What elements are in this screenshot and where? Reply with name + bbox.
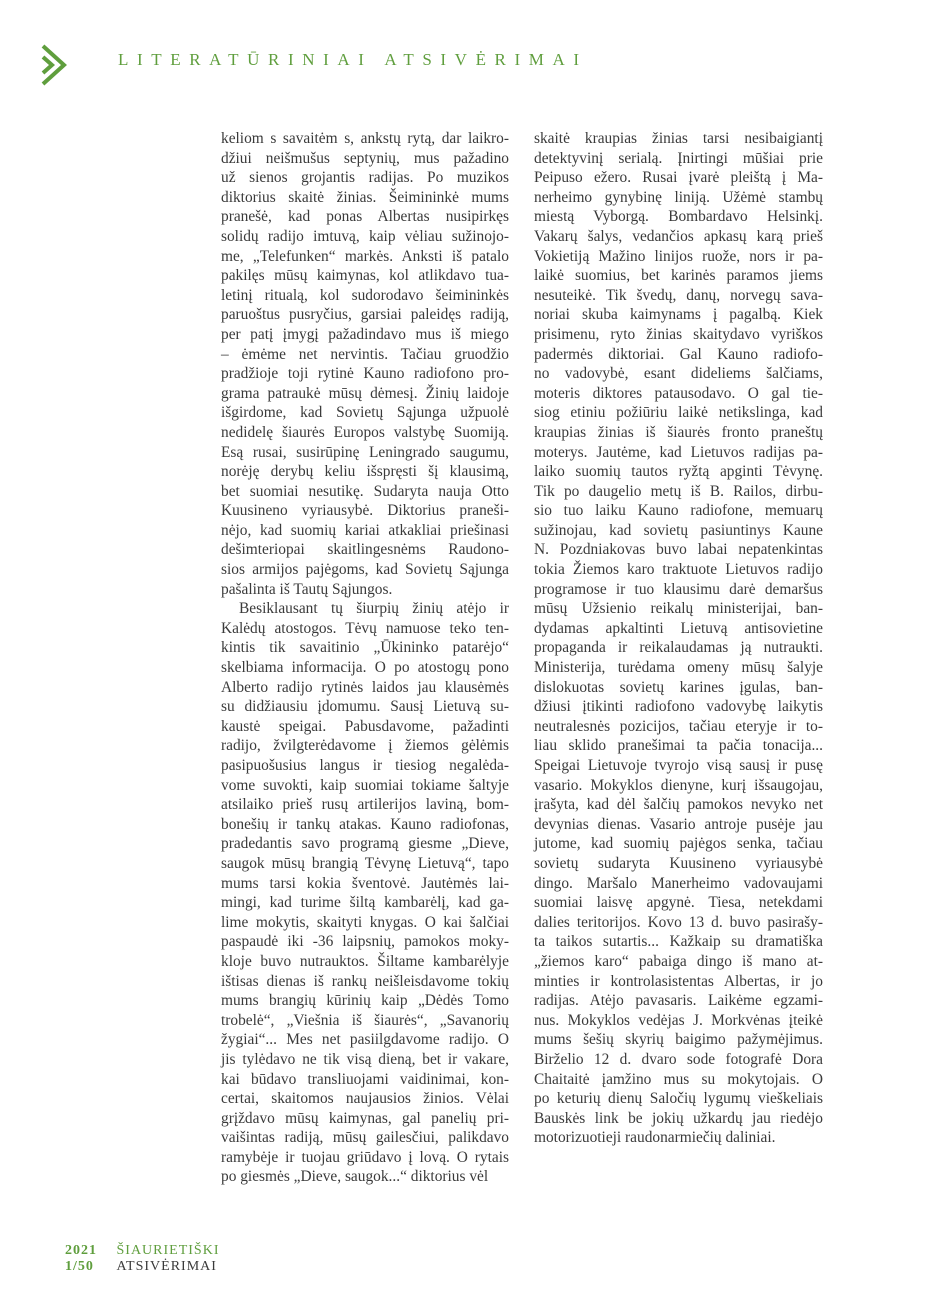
text-line: Vokietiją Mažino linijos ruože, nors ir pa-	[534, 247, 823, 265]
text-line: me, „Telefunken“ markės. Anksti iš patalo	[221, 247, 509, 265]
text-line: diktorius skaitė žinias. Šeimininkė mums	[221, 188, 509, 206]
text-line: dislokuotas sovietų karines įgulas, ban-	[534, 678, 823, 696]
text-line: įrašyta, kad dėl šalčių pamokos nevyko net	[534, 796, 823, 814]
text-line: trobelė“, „Viešnia iš šiaurės“, „Savanorių	[221, 1011, 509, 1029]
text-line: ta taikos sutartis... Kažkaip su dramatiška	[534, 933, 823, 951]
text-line: mums tarsi kokia šventovė. Jautėmės lai-	[221, 874, 509, 892]
text-line: dalies teritorijos. Kovo 13 d. buvo pasirašy-	[534, 913, 823, 931]
text-line: kloje buvo nutrauktos. Šiltame kambarėlyje	[221, 952, 509, 970]
text-line: dešimteriopai skaitlingesnėms Raudono-	[221, 541, 509, 559]
text-line: siog etiniu požiūriu laikė netikslinga, kad	[534, 404, 823, 422]
text-line: programose ir tuo klausimu darė demaršus	[534, 580, 823, 598]
text-line: Chaitaitė įamžino mus su mokytojais. O	[534, 1070, 823, 1088]
text-line: dydamas apkaltinti Lietuvą antisovietine	[534, 619, 823, 637]
text-line: Kalėdų atostogos. Tėvų namuose teko ten-	[221, 619, 509, 637]
text-line: Kuusineno vyriausybė. Diktorius praneši-	[221, 502, 509, 520]
text-line: tokia Žiemos karo traktuote Lietuvos radijo	[534, 561, 823, 579]
text-line: – ėmėme net nervintis. Tačiau gruodžio	[221, 345, 509, 363]
text-line: nesuteikė. Tik švedų, danų, norvegų sava-	[534, 286, 823, 304]
text-line: no vadovybė, esant dideliems šalčiams,	[534, 365, 823, 383]
text-line: išgirdome, kad Sovietų Sąjunga užpuolė	[221, 404, 509, 422]
text-line: žygiai“... Mes net pasiilgdavome radijo. O	[221, 1031, 509, 1049]
text-line: ištisas dienas iš rankų neišleisdavome tokių	[221, 972, 509, 990]
text-line: „žiemos karo“ pabaiga dingo iš mano at-	[534, 952, 823, 970]
text-line: Besiklausant tų šiurpių žinių atėjo ir	[239, 600, 509, 618]
text-line: jutome, kad suomių pajėgos senka, tačiau	[534, 835, 823, 853]
text-line: atsilaiko prieš rusų artilerijos laviną, bom-	[221, 796, 509, 814]
text-line: propaganda ir reikalaudamas ją nutraukti.	[534, 639, 823, 657]
text-line: devynias dienas. Vasario antroje pusėje jau	[534, 815, 823, 833]
text-line: keliom s savaitėm s, ankstų rytą, dar laikro-	[221, 130, 509, 147]
text-line: sovietų sudaryta Kuusineno vyriausybė	[534, 854, 823, 872]
article-column-left	[221, 129, 509, 1187]
text-line: moterys. Jautėme, kad Lietuvos radijas pa-	[534, 443, 823, 461]
article-column-right	[534, 129, 823, 1148]
text-line: Vakarų šalys, vedančios apkasų karą prieš	[534, 227, 823, 245]
section-title: LITERATŪRINIAI ATSIVĖRIMAI	[118, 50, 588, 69]
text-line: prisimenu, ryto žinias skaitydavo vyriškos	[534, 325, 823, 343]
text-line: pasipuošusius langus ir tiesiog negalėda-	[221, 757, 509, 774]
text-line: Birželio 12 d. dvaro sode fotografė Dora	[534, 1050, 823, 1068]
text-line: letinį ritualą, kol sudorodavo šeimininkės	[221, 286, 509, 304]
text-line: moteris diktores patausodavo. O gal tie-	[534, 384, 823, 402]
text-line: paruoštus pusryčius, garsiai paleidęs radiją,	[221, 306, 509, 324]
magazine-name-line1: ŠIAURIETIŠKI	[116, 1243, 220, 1258]
text-line: kintis tik savaitinio „Ūkininko patarėjo“	[221, 639, 509, 657]
magazine-name	[117, 1243, 220, 1275]
text-line: paspaudė iki -36 laipsnių, pamokos moky-	[221, 933, 509, 951]
text-line: Speigai Lietuvoje tvyrojo visą sausį ir pusę	[534, 757, 823, 774]
issue-year: 2021	[65, 1243, 97, 1258]
text-line: nėjo, kad suomių kariai atkakliai priešinasi	[221, 521, 509, 539]
text-line: mums šešių skyrių baigimo pažymėjimus.	[534, 1031, 823, 1049]
text-line: grama patraukė mūsų dėmesį. Žinių laidoje	[221, 384, 509, 402]
text-line: radijas. Atėjo pavasaris. Laikėme egzami-	[534, 992, 823, 1010]
text-line: vaišintas radiją, mūsų gailesčiui, palikdavo	[221, 1129, 509, 1147]
magazine-name-line2: ATSIVĖRIMAI	[116, 1259, 217, 1274]
text-line: skelbiama informacija. O po atostogų pono	[221, 659, 509, 677]
text-line: Peipuso ežero. Rusai įvarė pleištą į Ma-	[534, 169, 823, 187]
text-line: Ministerija, turėdama omeny mūsų šalyje	[534, 659, 823, 677]
text-line: liau sklido pranešimai ta pačia tonacija...	[534, 737, 823, 755]
text-line: solidų radijo imtuvą, kaip vėliau sužinojo-	[221, 227, 509, 245]
text-line: norėję derybų keliu išspręsti šį klausimą,	[221, 463, 509, 481]
text-line: miestą Vyborgą. Bombardavo Helsinkį.	[534, 208, 823, 226]
text-line: neutralesnės pozicijos, tačiau eteryje ir to-	[534, 717, 823, 735]
text-line: pradedantis savo programą giesme „Dieve,	[221, 835, 509, 853]
text-line: Esą rusai, susirūpinę Leningrado saugumu,	[221, 443, 509, 461]
text-line: mums brangių kūrinių kaip „Dėdės Tomo	[221, 992, 509, 1010]
text-line: pradžioje toji rytinė Kauno radiofono pro-	[221, 365, 509, 383]
double-chevron-right-icon	[40, 44, 70, 86]
issue-number	[65, 1243, 113, 1275]
text-line: kaustė speigai. Pabusdavome, pažadinti	[221, 717, 509, 735]
text-line: nerheimo gynybinę liniją. Užėmė stambų	[534, 188, 823, 206]
text-line: suomiai laisvę apgynė. Tiesa, netekdami	[534, 894, 823, 912]
text-line: certai, skaitomos naujausios žinios. Vėlai	[221, 1090, 509, 1108]
text-line: laikė suomius, bet karinės paramos jiems	[534, 267, 823, 285]
text-line: po giesmės „Dieve, saugok...“ diktorius vėl	[221, 1168, 489, 1186]
text-line: detektyvinį serialą. Įnirtingi mūšiai prie	[534, 149, 823, 167]
text-line: sios armijos pajėgoms, kad Sovietų Sąjunga	[221, 561, 509, 579]
text-line: Bauskės link be jokių užkardų jau riedėjo	[534, 1109, 823, 1127]
text-line: mingi, kad turime šiltą kambarėlį, kad ga-	[221, 894, 509, 912]
text-line: už sienos grojantis radijas. Po muzikos	[221, 169, 509, 187]
text-line: jis tylėdavo ne tik visą dieną, bet ir vakare,	[221, 1050, 509, 1068]
text-line: nedidelę šiaurės Europos valstybę Suomiją.	[221, 423, 509, 441]
text-line: vome suvokti, kaip suomiai tokiame šaltyje	[221, 776, 509, 794]
text-line: padermės diktoriai. Gal Kauno radiofo-	[534, 345, 823, 363]
text-line: skaitė kraupias žinias tarsi nesibaigiantį	[534, 130, 823, 147]
text-line: džiusi įtikinti radiofono vadovybę laikytis	[534, 698, 823, 716]
text-line: motorizuotieji raudonarmiečių daliniai.	[534, 1129, 776, 1147]
text-line: bet suomiai nesutikę. Sudaryta nauja Otto	[221, 482, 509, 500]
text-line: minties ir kontrolasistentas Albertas, ir jo	[534, 972, 823, 990]
text-line: su didžiausiu įdomumu. Sausį Lietuvą su-	[221, 698, 509, 716]
text-line: pakilęs mūsų kaimynas, kol atlikdavo tua-	[221, 267, 509, 285]
text-line: radijo, žvilgterėdavome į žiemos gėlėmis	[221, 737, 509, 755]
text-line: pranešė, kad ponas Albertas nusipirkęs	[221, 208, 509, 226]
text-line: po keturių dienų Saločių lygumų vieškeliais	[534, 1090, 823, 1108]
text-line: sio tuo laiku Kauno radiofone, memuarų	[534, 502, 823, 520]
text-line: kai būdavo transliuojami vaidinimai, kon-	[221, 1070, 509, 1088]
text-line: N. Pozdniakovas buvo labai nepatenkintas	[534, 541, 823, 559]
text-line: vasario. Mokyklos dienyne, kurį išsaugojau,	[534, 776, 823, 794]
text-line: bonešių ir tankų atakas. Kauno radiofonas,	[221, 815, 509, 833]
issue-count: 1/50	[65, 1259, 94, 1274]
text-line: kraupias žinias iš šiaurės fronto praneštų	[534, 423, 823, 441]
text-line: per patį įmygį pažadindavo mus iš miego	[221, 325, 509, 343]
text-line: laiko suomių tautos ryžtą apginti Tėvynę.	[534, 463, 823, 481]
text-line: pašalinta iš Tautų Sąjungos.	[221, 580, 393, 598]
page-footer	[65, 1243, 220, 1275]
text-line: ramybėje ir tuojau griūdavo į lovą. O rytais	[221, 1148, 509, 1166]
text-line: Alberto radijo rytinės laidos jau klausėmės	[221, 678, 509, 696]
text-line: sužinojau, kad sovietų pasiuntinys Kaune	[534, 521, 823, 539]
text-line: Tik po daugelio metų iš B. Railos, dirbu-	[534, 482, 823, 500]
text-line: dingo. Maršalo Manerheimo vadovaujami	[534, 874, 823, 892]
text-line: saugok mūsų brangią Tėvynę Lietuvą“, tapo	[221, 854, 509, 872]
text-line: lime mokytis, skaityti knygas. O kai šalčiai	[221, 913, 509, 931]
text-line: mūsų Užsienio reikalų ministerijai, ban-	[534, 600, 823, 618]
text-line: nus. Mokyklos vedėjas J. Morkvėnas įteikė	[534, 1011, 823, 1029]
text-line: noriai skuba kaimynams į pagalbą. Kiek	[534, 306, 823, 324]
text-line: džiui neišmušus septynių, mus pažadino	[221, 149, 509, 167]
text-line: grįždavo mūsų kaimynas, gal panelių pri-	[221, 1109, 509, 1127]
